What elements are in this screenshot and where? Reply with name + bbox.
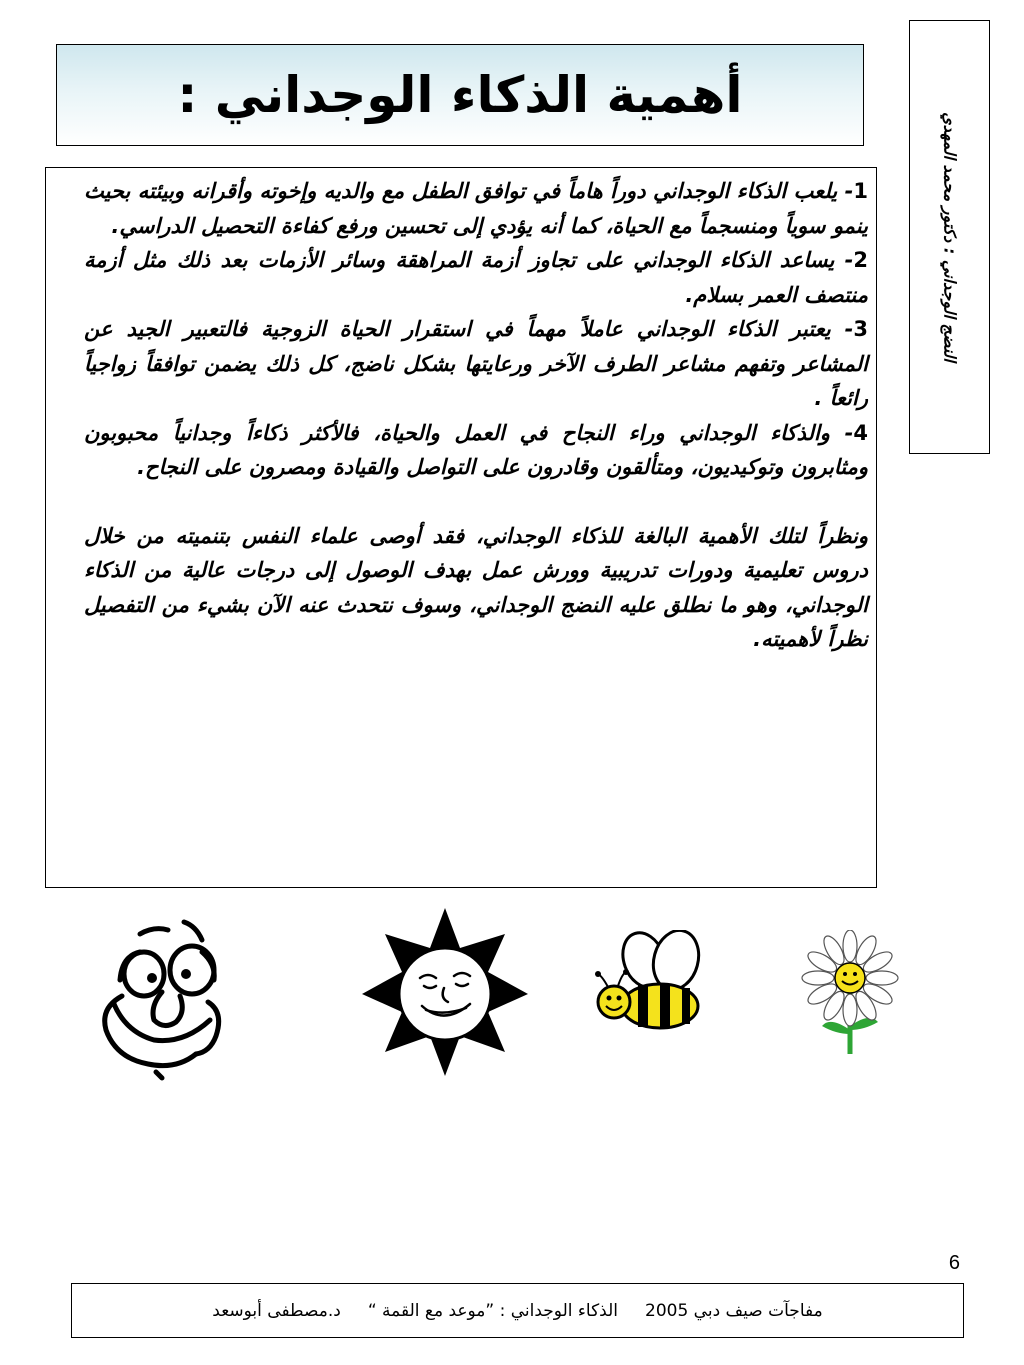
- title-box: [56, 44, 864, 146]
- paragraph-number: 3: [853, 317, 868, 341]
- paragraph-3: [84, 312, 868, 416]
- page-number: 6: [948, 1252, 960, 1274]
- paragraph-number: 1: [853, 179, 868, 203]
- sun-icon: [360, 906, 530, 1078]
- paragraph-2: [84, 243, 868, 312]
- paragraph-text: - يلعب الذكاء الوجداني دوراً هاماً في توافق الطفل مع والديه وإخوته وأقرانه وبيئته بحيث ينمو سوياً ومنسجماً مع الحياة، كما أنه يؤدي إلى تحسين ورفع كفاءة التحصيل الدراسي.: [84, 179, 868, 238]
- content-box: [45, 167, 877, 888]
- paragraph-text: - والذكاء الوجداني وراء النجاح في العمل والحياة، فالأكثر ذكاءاً وجدانياً محبوبون ومثابرون وتوكيديون، ومتألقون وقادرون على التواصل والقيادة ومصرون على النجاح.: [84, 420, 868, 479]
- content-text: [84, 174, 868, 657]
- side-label: النضج الوجداني : دكتور محمد المهدي: [940, 112, 959, 362]
- bee-icon: [594, 930, 706, 1034]
- footer-text: مفاجآت صيف دبي 2005 الذكاء الوجداني : ”موعد مع القمة “ د.مصطفى أبوسعد: [212, 1300, 823, 1321]
- closing-paragraph: ونظراً لتلك الأهمية البالغة للذكاء الوجداني، فقد أوصى علماء النفس بتنميته من خلال دروس تعليمية ودورات تدريبية وورش عمل بهدف الوصول إلى درجات عالية من الذكاء الوجداني، وهو ما نطلق عليه النضج الوجداني، وسوف نتحدث عنه الآن بشيء من التفصيل نظراً لأهميته.: [84, 523, 868, 651]
- page-title: أهمية الذكاء الوجداني :: [177, 66, 743, 124]
- paragraph-text: - يعتبر الذكاء الوجداني عاملاً مهماً في استقرار الحياة الزوجية فالتعبير الجيد عن المشاعر وتفهم مشاعر الطرف الآخر ورعايتها بشكل ناضج، كل ذلك يضمن توافقاً زواجياً رائعاً .: [84, 317, 868, 410]
- footer-box: [71, 1283, 964, 1338]
- paragraph-4: [84, 416, 868, 485]
- paragraph-1: [84, 174, 868, 243]
- daisy-icon: [800, 930, 900, 1060]
- paragraph-number: 2: [853, 248, 868, 272]
- side-label-box: [909, 20, 990, 454]
- paragraph-text: - يساعد الذكاء الوجداني على تجاوز أزمة المراهقة وسائر الأزمات بعد ذلك مثل أزمة منتصف العمر بسلام.: [84, 248, 868, 307]
- cartoon-face-icon: [92, 912, 232, 1082]
- paragraph-number: 4: [853, 420, 868, 445]
